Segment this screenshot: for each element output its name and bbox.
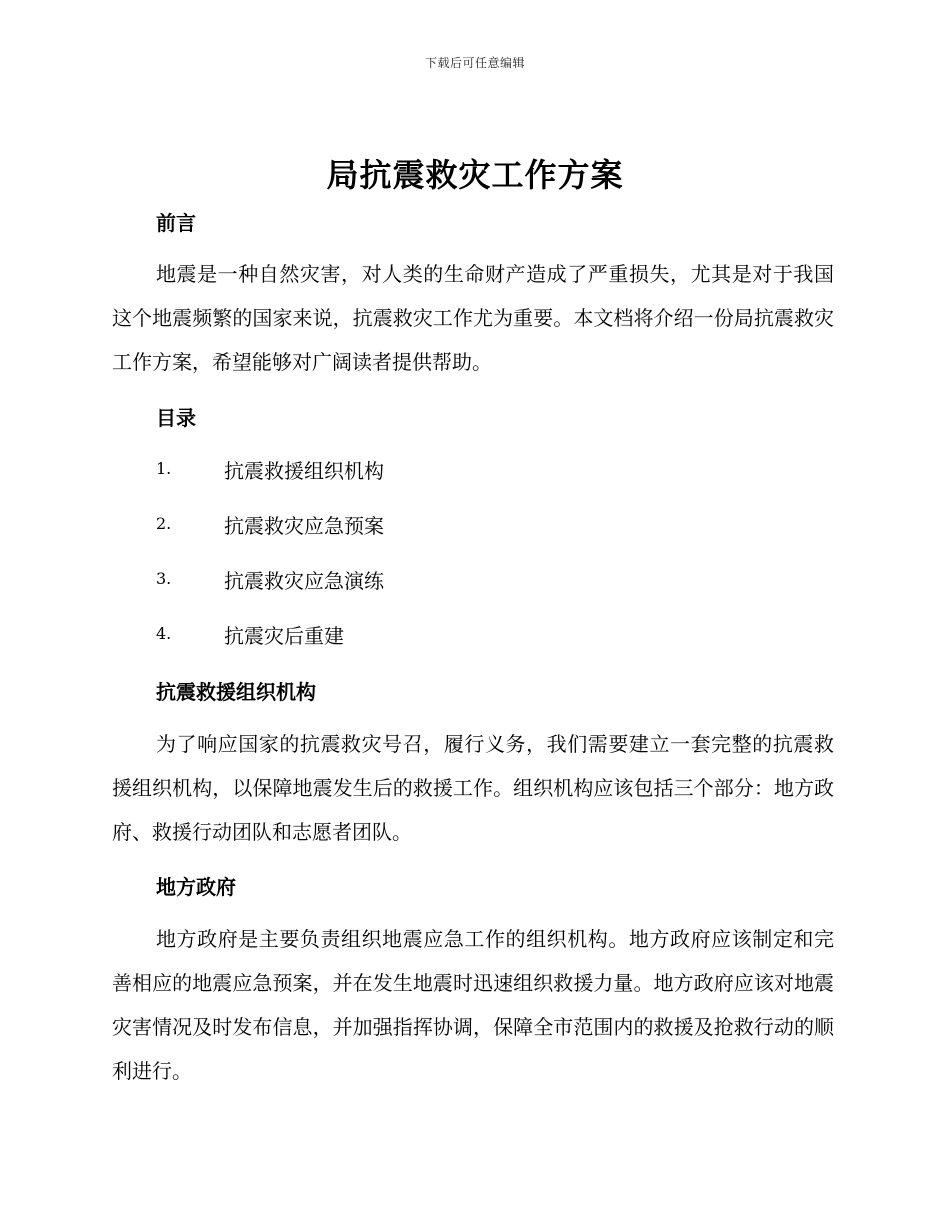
toc-heading: 目录 (156, 406, 196, 430)
page-header: 下载后可任意编辑 (424, 56, 525, 70)
local-gov-heading: 地方政府 (156, 875, 236, 899)
toc-item-number: 3. (156, 569, 172, 588)
preface-paragraph: 地震是一种自然灾害，对人类的生命财产造成了严重损失，尤其是对于我国这个地震频繁的国家来说，抗震救灾工作尤为重要。本文档将介绍一份局抗震救灾工作方案，希望能够对广阔读者提供帮助。 (112, 262, 834, 374)
local-gov-paragraph: 地方政府是主要负责组织地震应急工作的组织机构。地方政府应该制定和完善相应的地震应急预案，并在发生地震时迅速组织救援力量。地方政府应该对地震灾害情况及时发布信息，并加强指挥协调，保障全市范围内的救援及抢救行动的顺利进行。 (112, 927, 834, 1083)
toc-item (156, 455, 756, 485)
toc-item-label: 抗震救灾应急演练 (224, 569, 384, 593)
toc-item-label: 抗震救援组织机构 (224, 459, 384, 483)
toc-item-number: 4. (156, 624, 172, 643)
org-paragraph: 为了响应国家的抗震救灾号召，履行义务，我们需要建立一套完整的抗震救援组织机构，以保障地震发生后的救援工作。组织机构应该包括三个部分：地方政府、救援行动团队和志愿者团队。 (112, 732, 834, 844)
toc-item-label: 抗震救灾应急预案 (224, 514, 384, 538)
document-title: 局抗震救灾工作方案 (326, 156, 624, 194)
toc-item (156, 510, 756, 540)
toc-item-label: 抗震灾后重建 (224, 624, 344, 648)
preface-heading: 前言 (156, 211, 196, 235)
toc-item-number: 1. (156, 459, 172, 478)
toc-item (156, 565, 756, 595)
toc-item (156, 620, 756, 650)
toc-item-number: 2. (156, 514, 172, 533)
org-heading: 抗震救援组织机构 (156, 680, 316, 704)
